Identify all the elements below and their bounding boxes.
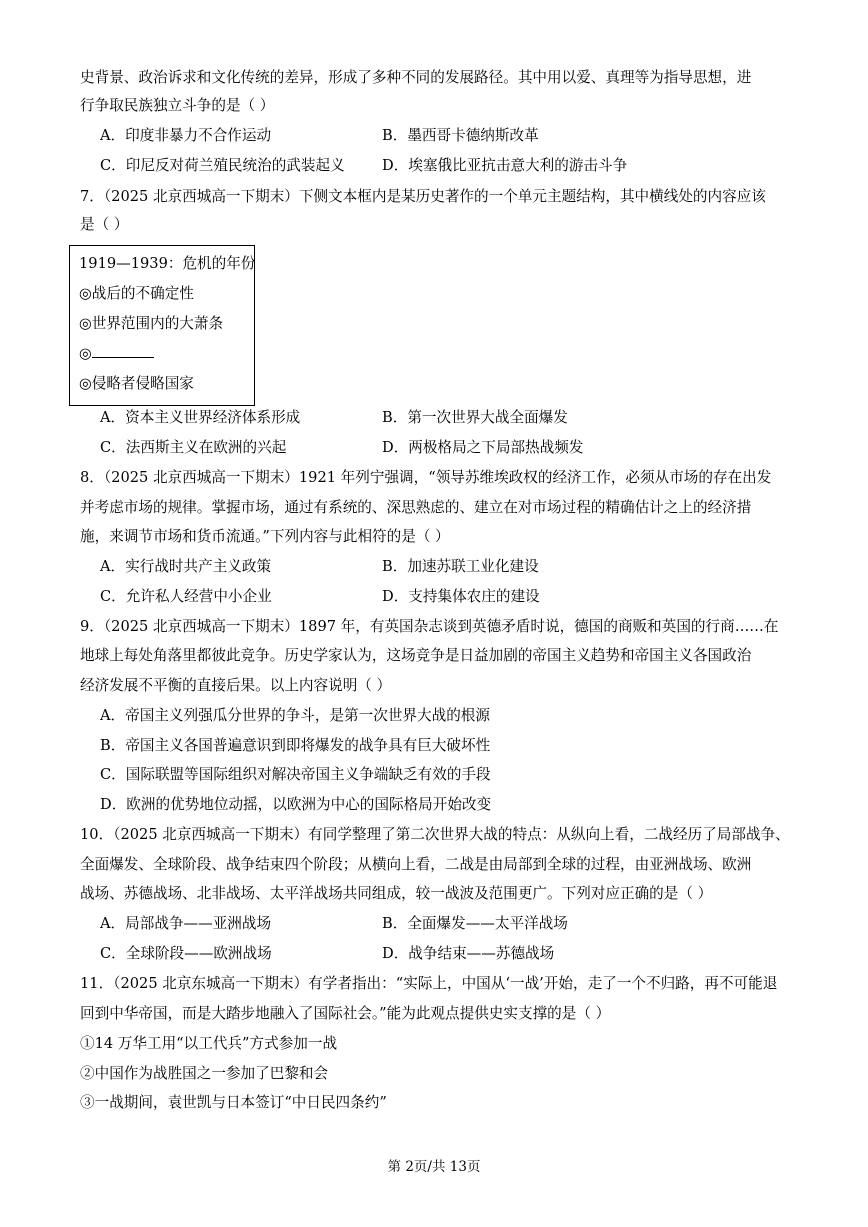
fill-blank-line [92, 344, 154, 358]
option-b: B．墨西哥卡德纳斯改革 [382, 127, 539, 144]
question-text: 7．（2025 北京西城高一下期末）下侧文本框内是某历史著作的一个单元主题结构，其中横线处的内容应该 [80, 188, 766, 205]
question-text: 战场、苏德战场、北非战场、太平洋战场共同组成，较一战波及范围更广。下列对应正确的是（ ） [80, 885, 713, 902]
question-text: 回到中华帝国，而是大踏步地融入了国际社会。”能为此观点提供史实支撑的是（ ） [80, 1005, 611, 1022]
textbox-item: ◎侵略者侵略国家 [79, 375, 194, 392]
bullet: ◎ [79, 345, 92, 362]
question-text: 全面爆发、全球阶段、战争结束四个阶段；从横向上看，二战是由局部到全球的过程，由亚洲战场、欧洲 [80, 856, 752, 873]
unit-theme-textbox [69, 245, 255, 406]
statement-item: ②中国作为战胜国之一参加了巴黎和会 [80, 1065, 329, 1082]
option-a: A．资本主义世界经济体系形成 [100, 409, 301, 426]
option-b: B．加速苏联工业化建设 [382, 558, 539, 575]
question-text: 经济发展不平衡的直接后果。以上内容说明（ ） [80, 677, 392, 694]
textbox-item: ◎战后的不确定性 [79, 285, 194, 302]
question-text: 地球上每处角落里都彼此竞争。历史学家认为，这场竞争是日益加剧的帝国主义趋势和帝国主义各国政治 [80, 647, 752, 664]
option-a: A．实行战时共产主义政策 [100, 558, 272, 575]
question-text: 并考虑市场的规律。掌握市场，通过有系统的、深思熟虑的、建立在对市场过程的精确估计之上的经济措 [80, 499, 752, 516]
option-d: D．战争结束——苏德战场 [382, 945, 555, 962]
textbox-item-blank [79, 344, 154, 364]
option-c: C．全球阶段——欧洲战场 [100, 945, 272, 962]
option-d: D．埃塞俄比亚抗击意大利的游击斗争 [382, 157, 628, 174]
option-c: C．允许私人经营中小企业 [100, 588, 272, 605]
option-a: A．印度非暴力不合作运动 [100, 127, 272, 144]
statement-item: ①14 万华工用“以工代兵”方式参加一战 [80, 1035, 338, 1052]
textbox-item: ◎世界范围内的大萧条 [79, 315, 224, 332]
option-b: B．全面爆发——太平洋战场 [382, 915, 568, 932]
question-text: 施，来调节市场和货币流通。”下列内容与此相符的是（ ） [80, 528, 450, 545]
option-c: C．国际联盟等国际组织对解决帝国主义争端缺乏有效的手段 [100, 766, 491, 783]
option-b: B．帝国主义各国普遍意识到即将爆发的战争具有巨大破坏性 [100, 737, 491, 754]
option-d: D．支持集体农庄的建设 [382, 588, 540, 605]
option-b: B．第一次世界大战全面爆发 [382, 409, 568, 426]
option-a: A．局部战争——亚洲战场 [100, 915, 272, 932]
option-c: C．法西斯主义在欧洲的兴起 [100, 439, 287, 456]
option-d: D．两极格局之下局部热战频发 [382, 439, 584, 456]
question-text: 11．（2025 北京东城高一下期末）有学者指出：“实际上，中国从‘一战’开始，走了一个不归路，再不可能退 [80, 975, 778, 992]
question-text: 史背景、政治诉求和文化传统的差异，形成了多种不同的发展路径。其中用以爱、真理等为指导思想，进 [80, 69, 752, 86]
statement-item: ③一战期间，袁世凯与日本签订“中日民四条约” [80, 1094, 387, 1111]
question-text: 行争取民族独立斗争的是（ ） [80, 97, 275, 114]
page-number: 第 2页/共 13页 [387, 1159, 481, 1175]
textbox-title: 1919—1939：危机的年份 [79, 255, 256, 272]
option-a: A．帝国主义列强瓜分世界的争斗，是第一次世界大战的根源 [100, 707, 490, 724]
question-text: 10．（2025 北京西城高一下期末）有同学整理了第二次世界大战的特点：从纵向上看，二战经历了局部战争、 [80, 826, 790, 843]
option-c: C．印尼反对荷兰殖民统治的武装起义 [100, 157, 345, 174]
question-text: 是（ ） [80, 216, 129, 233]
question-text: 8．（2025 北京西城高一下期末）1921 年列宁强调，“领导苏维埃政权的经济工作，必须从市场的存在出发 [80, 469, 772, 486]
question-text: 9．（2025 北京西城高一下期末）1897 年，有英国杂志谈到英德矛盾时说，德国的商贩和英国的行商……在 [80, 618, 779, 635]
option-d: D．欧洲的优势地位动摇，以欧洲为中心的国际格局开始改变 [100, 796, 492, 813]
